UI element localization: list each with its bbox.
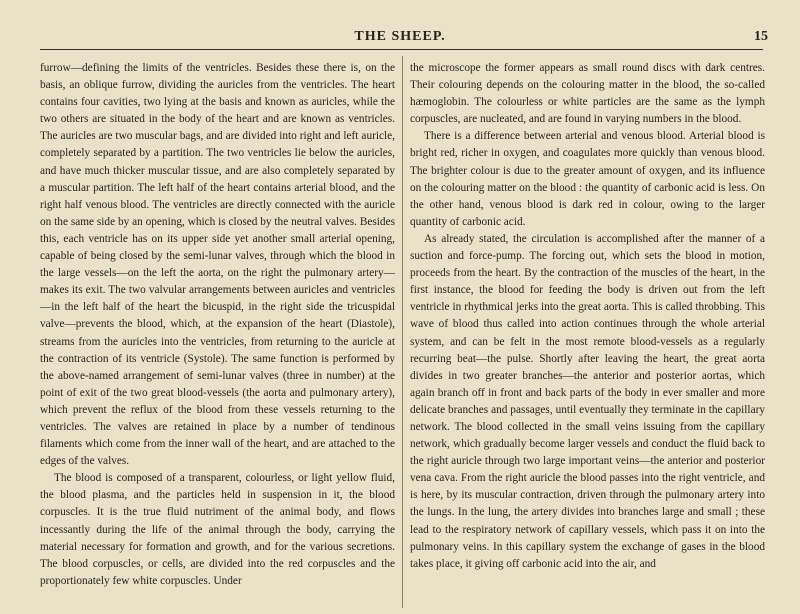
paragraph: the microscope the former appears as small round discs with dark centres. Their colouring depends on the colouring matter in the blood, the so-called hæmoglobin. The colourless or white particles are the same as the lymph corpuscles, are nucleated, and are found in varying numbers in the blood. bbox=[410, 62, 765, 126]
running-title: THE SHEEP. bbox=[354, 29, 446, 44]
paragraph: The blood is composed of a transparent, colourless, or light yellow fluid, the blood plasma, and the particles held in suspension in it, the blood corpuscles. It is the true fluid nutriment of the animal body, and flows incessantly during the life of the animal through the body, carrying the material necessary for formation and growth, and for the various secretions. The blood corpuscles, or cells, are divided into the red corpuscles and the proportionately few white corpuscles. Under bbox=[40, 472, 395, 587]
header-rule bbox=[40, 49, 763, 50]
left-column bbox=[40, 60, 395, 608]
right-column bbox=[410, 60, 765, 608]
page-number: 15 bbox=[754, 29, 768, 44]
paragraph: furrow—defining the limits of the ventricles. Besides these there is, on the basis, an oblique furrow, dividing the auricles from the ventricles. The heart contains four cavities, two lying at the basis and known as auricles, while the two others are situated in the body of the heart and are known as ventricles. The auricles are two muscular bags, and are divided into right and left auricle, completely separated by a partition. The two ventricles lie below the auricles, and have much thicker muscular tissue, and are also completely separated by a muscular partition. The left half of the heart contains arterial blood, and the right half venous blood. The ventricles are directly connected with the auricle on the same side by an opening, which is closed by the neutral valves. Besides this, each ventricle has on its upper side yet another small arterial opening, capable of being closed by the semi-lunar valves, through which the blood in the large vessels—on the left the aorta, on the right the pulmonary artery—makes its exit. The two valvular arrangements between auricles and ventricles—in the left half of the heart the bicuspid, in the right side the tricuspidal valve—prevents the blood, which, at the expansion of the heart (Diastole), streams from the auricles into the ventricles, from returning to the auricle at the contraction of its ventricle (Systole). The same function is performed by the above-named arrangement of semi-lunar valves (three in number) at the point of exit of the two great blood-vessels (the aorta and pulmonary artery), which prevent the reflux of the blood from these vessels returning to the ventricles. The valves are retained in place by a number of tendinous filaments which come from the inner wall of the heart, and are attached to the edges of the valves. bbox=[40, 62, 395, 468]
paragraph: There is a difference between arterial and venous blood. Arterial blood is bright red, richer in oxygen, and coagulates more quickly than venous blood. The brighter colour is due to the greater amount of oxygen, and its influence on the colouring matter on the blood : the quantity of carbonic acid is less. On the other hand, venous blood is dark red in colour, owing to the larger quantity of carbonic acid. bbox=[410, 130, 765, 228]
paragraph: As already stated, the circulation is accomplished after the manner of a suction and force-pump. The forcing out, which sets the blood in motion, proceeds from the heart. By the contraction of the muscles of the heart, in the first instance, the blood for feeding the body is driven out from the left ventricle in rhythmical jerks into the great aorta. This is called throbbing. This wave of blood thus called into action continues through the whole arterial system, and can be felt in the most remote blood-vessels as a regularly recurring beat—the pulse. Shortly after leaving the heart, the great aorta divides in two greater branches—the anterior and posterior aortas, which again branch off in front and back parts of the body in ever smaller and more delicate branches and passages, until eventually they terminate in the capillary network. The blood collected in the small veins issuing from the capillary network, which gradually become larger vessels and conduct the fluid back to the right auricle through two large important veins—the anterior and posterior vena cava. From the right auricle the blood passes into the right ventricle, and is here, by its muscular contraction, driven through the pulmonary artery into the lungs. In the lung, the artery divides into branches large and small ; these lead to the respiratory network of capillary vessels, which pass it on into the pulmonary veins. In this capillary system the exchange of gases in the blood takes place, it giving off carbonic acid into the air, and bbox=[410, 232, 765, 570]
column-divider bbox=[402, 56, 403, 608]
page-header bbox=[0, 28, 800, 50]
